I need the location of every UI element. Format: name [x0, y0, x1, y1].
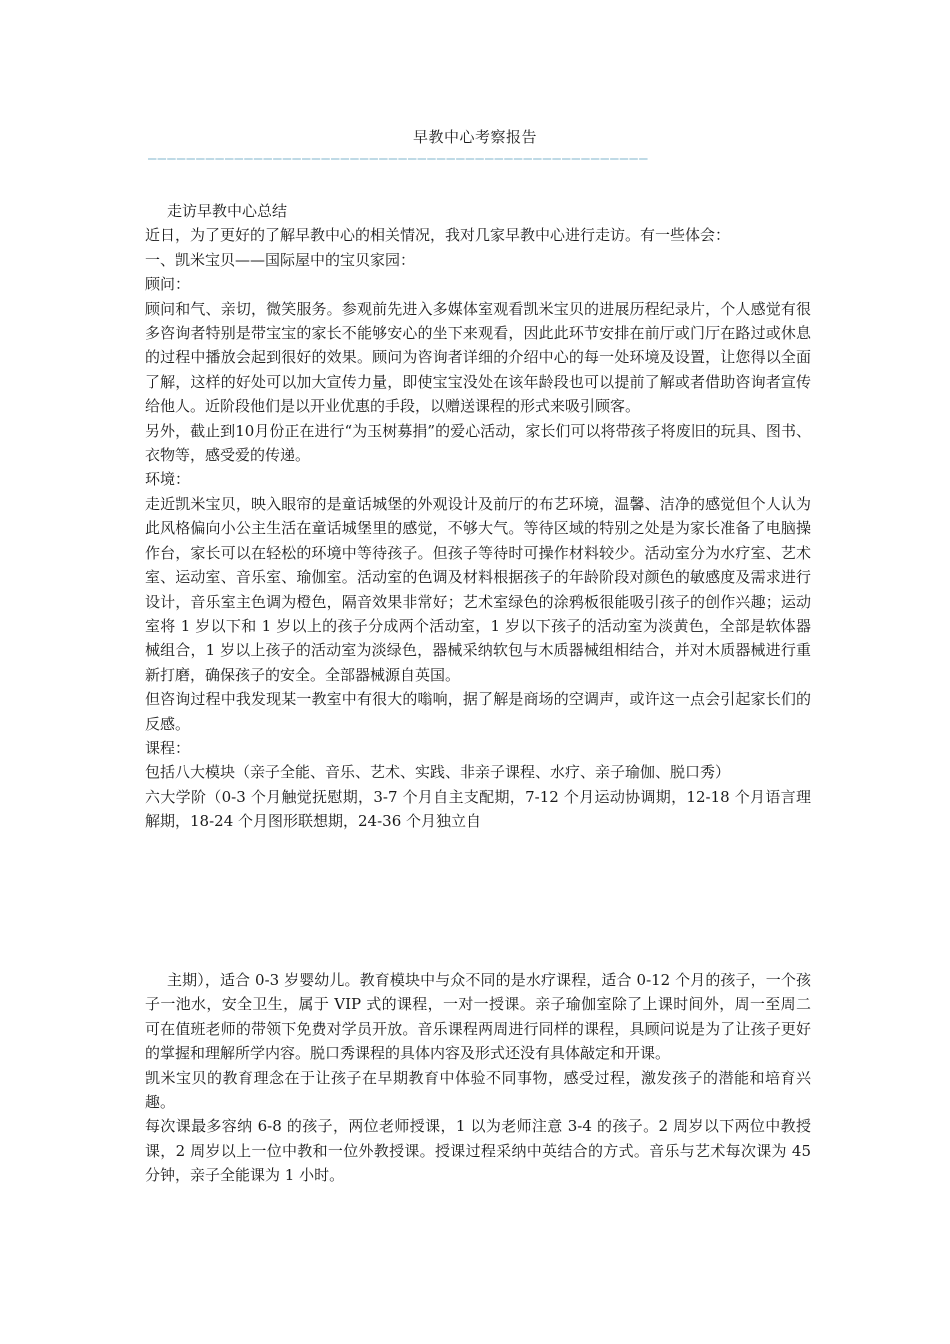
topic-label-environment: 环境：	[145, 470, 191, 489]
topic-label-consultant: 顾问：	[145, 275, 191, 294]
paragraph-philosophy: 凯米宝贝的教育理念在于让孩子在早期教育中体验不同事物，感受过程，激发孩子的潜能和培育兴趣。	[145, 1068, 811, 1112]
paragraph-class-size: 每次课最多容纳 6-8 的孩子，两位老师授课，1 以为老师注意 3-4 的孩子。2 周岁以下两位中教授课，2 周岁以上一位中教和一位外教授课。授课过程采纳中英结合的方式。音乐与艺术每次课为 45 分钟，亲子全能课为 1 小时。	[145, 1117, 811, 1185]
paragraph-stages: 六大学阶（0-3 个月触觉抚慰期，3-7 个月自主支配期，7-12 个月运动协调期，12-18 个月语言理解期，18-24 个月图形联想期，24-36 个月独立自	[145, 787, 811, 831]
paragraph-noise: 但咨询过程中我发现某一教室中有很大的嗡响，据了解是商场的空调声，或许这一点会引起家长们的反感。	[145, 690, 811, 733]
body-section-1	[145, 199, 811, 834]
topic-label-courses: 课程：	[145, 738, 191, 757]
body-section-2	[145, 968, 811, 1188]
intro-paragraph: 近日，为了更好的了解早教中心的相关情况，我对几家早教中心进行走访。有一些体会：	[145, 226, 731, 245]
paragraph-stages-continued: 主期），适合 0-3 岁婴幼儿。教育模块中与众不同的是水疗课程，适合 0-12 个月的孩子，一个孩子一池水，安全卫生，属于 VIP 式的课程，一对一授课。亲子瑜伽室除了上课时间外，周一至周二可在值班老师的带领下免费对学员开放。音乐课程两周进行同样的课程，具顾问说是为了让孩子更好的掌握和理解所学内容。脱口秀课程的具体内容及形式还没有具体敲定和开课。	[145, 971, 811, 1063]
paragraph-consultant: 顾问和气、亲切，微笑服务。参观前先进入多媒体室观看凯米宝贝的进展历程纪录片，个人感觉有很多咨询者特别是带宝宝的家长不能够安心的坐下来观看，因此此环节安排在前厅或门厅在路过或休息的过程中播放会起到很好的效果。顾问为咨询者详细的介绍中心的每一处环境及设置，让您得以全面了解，这样的好处可以加大宣传力量，即使宝宝没处在该年龄段也可以提前了解或者借助咨询者宣传给他人。近阶段他们是以开业优惠的手段，以赠送课程的形式来吸引顾客。	[145, 299, 811, 416]
subsection-heading: 一、凯米宝贝——国际屋中的宝贝家园：	[145, 250, 416, 269]
paragraph-charity: 另外，截止到10月份正在进行“为玉树募捐”的爱心活动，家长们可以将带孩子将废旧的玩具、图书、衣物等，感受爱的传递。	[145, 421, 811, 465]
document-title: 早教中心考察报告	[412, 128, 537, 146]
paragraph-environment: 走近凯米宝贝，映入眼帘的是童话城堡的外观设计及前厅的布艺环境，温馨、洁净的感觉但个人认为此风格偏向小公主生活在童话城堡里的感觉，不够大气。等待区域的特别之处是为家长准备了电脑操作台，家长可以在轻松的环境中等待孩子。但孩子等待时可操作材料较少。活动室分为水疗室、艺术室、运动室、音乐室、瑜伽室。活动室的色调及材料根据孩子的年龄阶段对颜色的敏感度及需求进行设计，音乐室主色调为橙色，隔音效果非常好；艺术室绿色的涂鸦板很能吸引孩子的创作兴趣；运动室将 1 岁以下和 1 岁以上的孩子分成两个活动室，1 岁以下孩子的活动室为淡黄色，全部是软体器械组合，1 岁以上孩子的活动室为淡绿色，器械采纳软包与木质器械组相结合，并对木质器械进行重新打磨，确保孩子的安全。全部器械源自英国。	[145, 494, 811, 684]
section-heading: 走访早教中心总结	[167, 202, 288, 220]
title-divider: ————————————————————————————————————————————————————	[148, 152, 649, 166]
paragraph-modules: 包括八大模块（亲子全能、音乐、艺术、实践、非亲子课程、水疗、亲子瑜伽、脱口秀）	[145, 763, 731, 782]
